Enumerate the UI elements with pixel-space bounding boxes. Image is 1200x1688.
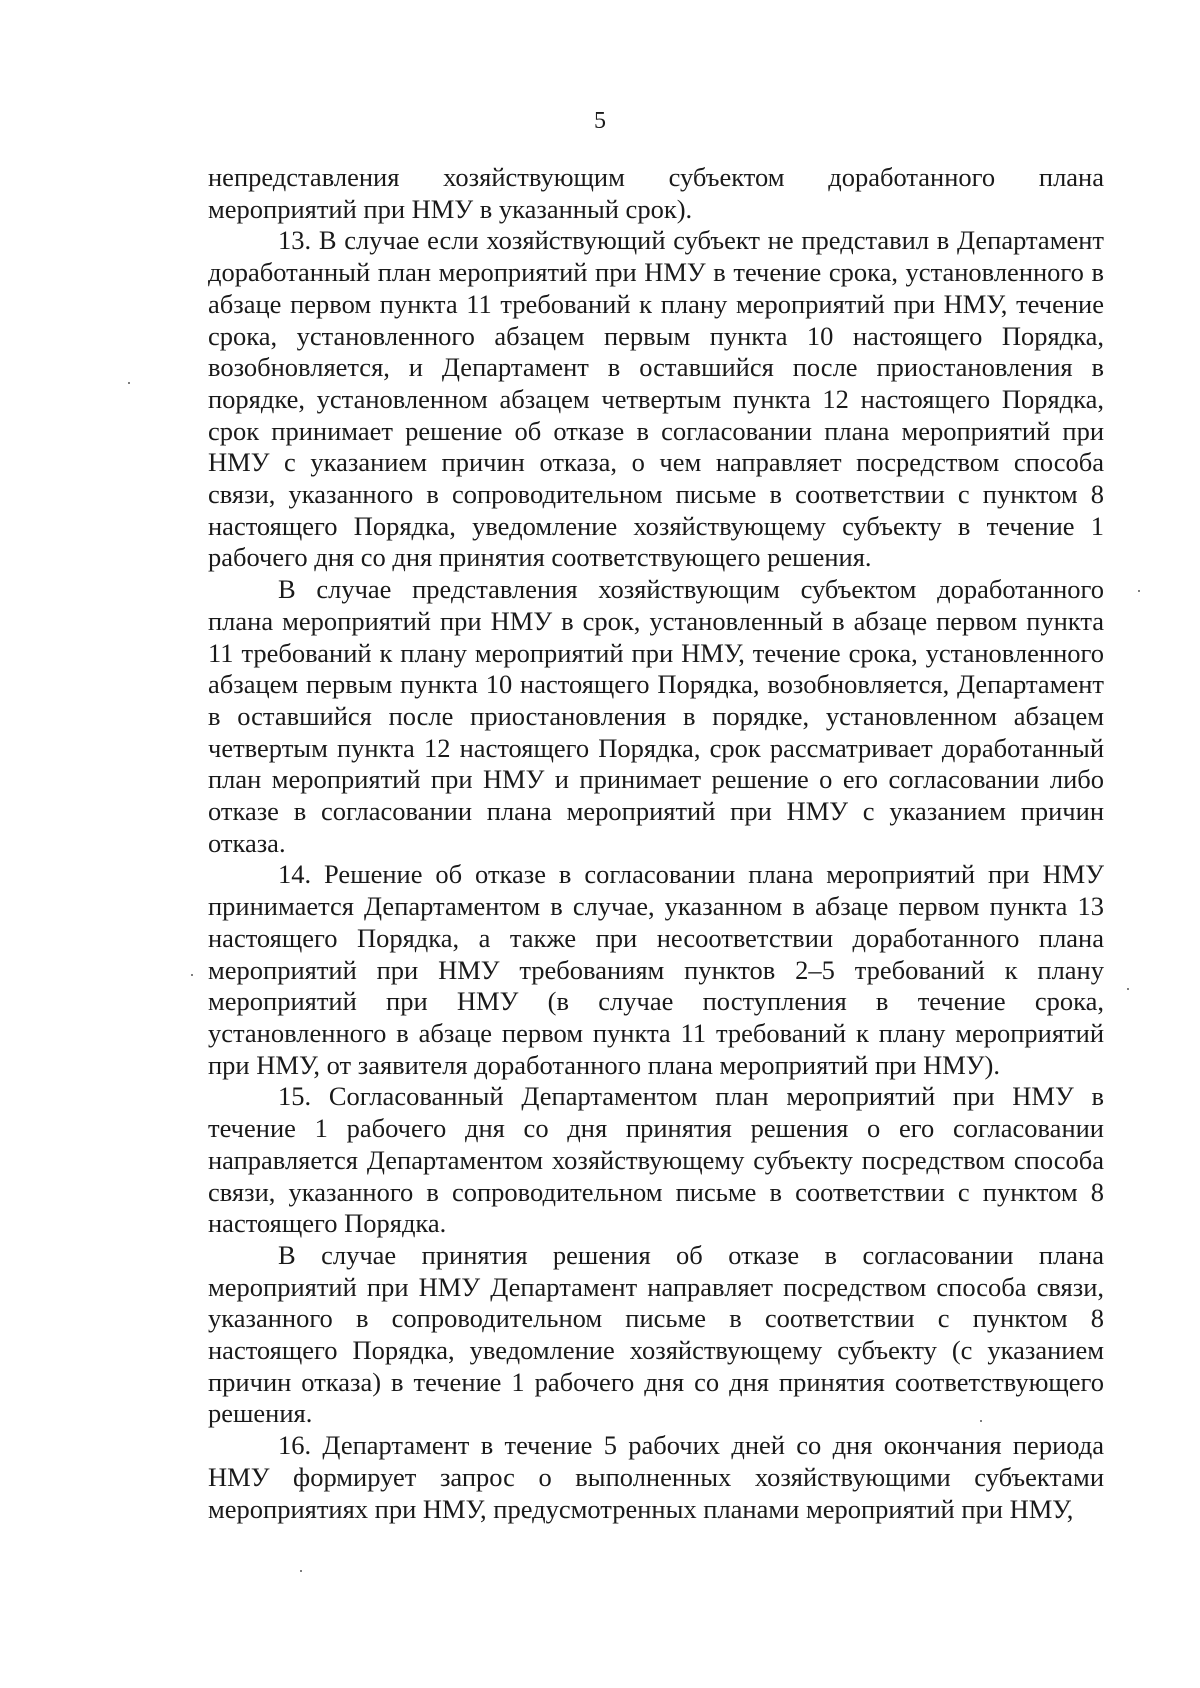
paragraph-clause-13-second: В случае представления хозяйствующим субъектом доработанного плана мероприятий при НМУ в срок, установленный в абзаце первом пункта 11 требований к плану мероприятий при НМУ, течение срока, установленного абзацем первым пункта 10 настоящего Порядка, возобновляется, Департамент в оставшийся после приостановления в порядке, установленном абзацем четвертым пункта 12 настоящего Порядка, срок рассматривает доработанный план мероприятий при НМУ и принимает решение о его согласовании либо отказе в согласовании плана мероприятий при НМУ с указанием причин отказа. <box>208 574 1104 858</box>
paragraph-clause-16: 16. Департамент в течение 5 рабочих дней со дня окончания периода НМУ формирует запрос о выполненных хозяйствующими субъектами мероприятиях при НМУ, предусмотренных планами мероприятий при НМУ, <box>208 1430 1104 1524</box>
paragraph-clause-14: 14. Решение об отказе в согласовании плана мероприятий при НМУ принимается Департаментом в случае, указанном в абзаце первом пункта 13 настоящего Порядка, а также при несоответствии доработанного плана мероприятий при НМУ требованиям пунктов 2–5 требований к плану мероприятий при НМУ (в случае поступления в течение срока, установленного в абзаце первом пункта 11 требований к плану мероприятий при НМУ, от заявителя доработанного плана мероприятий при НМУ). <box>208 859 1104 1080</box>
page-number: 5 <box>594 108 606 134</box>
scan-speck <box>300 1570 302 1572</box>
scan-speck <box>980 1420 982 1422</box>
paragraph-continuation: непредставления хозяйствующим субъектом доработанного плана мероприятий при НМУ в указанный срок). <box>208 162 1104 224</box>
paragraph-clause-13: 13. В случае если хозяйствующий субъект не представил в Департамент доработанный план мероприятий при НМУ в течение срока, установленного в абзаце первом пункта 11 требований к плану мероприятий при НМУ, течение срока, установленного абзацем первым пункта 10 настоящего Порядка, возобновляется, и Департамент в оставшийся после приостановления в порядке, установленном абзацем четвертым пункта 12 настоящего Порядка, срок принимает решение об отказе в согласовании плана мероприятий при НМУ с указанием причин отказа, о чем направляет посредством способа связи, указанного в сопроводительном письме в соответствии с пунктом 8 настоящего Порядка, уведомление хозяйствующему субъекту в течение 1 рабочего дня со дня принятия соответствующего решения. <box>208 225 1104 573</box>
paragraph-clause-15-second: В случае принятия решения об отказе в согласовании плана мероприятий при НМУ Департамент направляет посредством способа связи, указанного в сопроводительном письме в соответствии с пунктом 8 настоящего Порядка, уведомление хозяйствующему субъекту (с указанием причин отказа) в течение 1 рабочего дня со дня принятия соответствующего решения. <box>208 1239 1104 1429</box>
scan-speck <box>128 382 130 384</box>
document-body <box>208 162 1104 1525</box>
scan-speck <box>1138 590 1140 592</box>
scan-speck <box>191 974 193 976</box>
paragraph-clause-15: 15. Согласованный Департаментом план мероприятий при НМУ в течение 1 рабочего дня со дня принятия решения о его согласовании направляется Департаментом хозяйствующему субъекту посредством способа связи, указанного в сопроводительном письме в соответствии с пунктом 8 настоящего Порядка. <box>208 1081 1104 1239</box>
scan-speck <box>1127 988 1129 990</box>
